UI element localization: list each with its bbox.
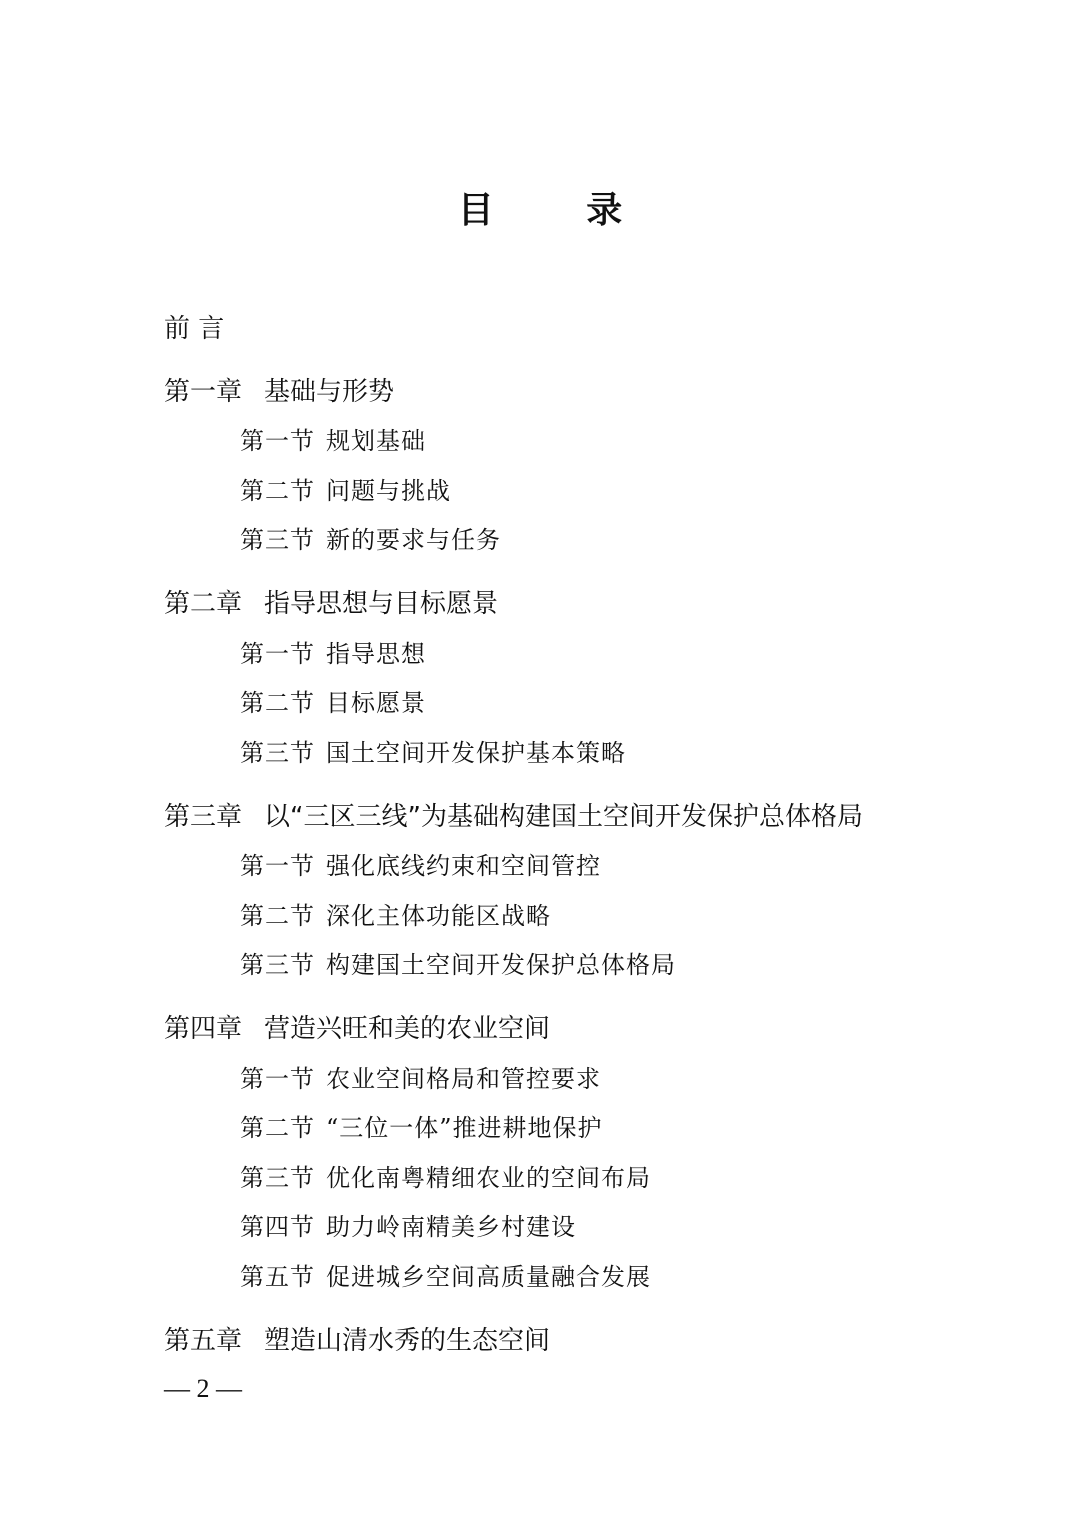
section-number: 第二节 — [240, 477, 315, 505]
toc-chapter-1[interactable] — [164, 375, 394, 409]
section-title: 国土空间开发保护基本策略 — [326, 739, 626, 767]
chapter-title: 指导思想与目标愿景 — [264, 589, 499, 619]
section-title: 强化底线约束和空间管控 — [326, 852, 601, 880]
toc-section-3-3[interactable] — [240, 948, 676, 982]
toc-section-3-1[interactable] — [240, 849, 601, 883]
section-number: 第一节 — [240, 852, 315, 880]
chapter-title: 基础与形势 — [264, 377, 395, 407]
section-number: 第一节 — [240, 427, 315, 455]
section-title: 问题与挑战 — [326, 477, 451, 505]
toc-section-4-5[interactable] — [240, 1260, 651, 1294]
page-number: — 2 — — [164, 1374, 242, 1403]
section-title: 指导思想 — [326, 640, 426, 668]
section-number: 第五节 — [240, 1263, 315, 1291]
toc-chapter-2[interactable] — [164, 587, 498, 621]
section-title: 目标愿景 — [326, 689, 426, 717]
section-number: 第三节 — [240, 1164, 315, 1192]
section-title: 构建国土空间开发保护总体格局 — [326, 951, 676, 979]
toc-section-2-3[interactable] — [240, 736, 626, 770]
toc-section-3-2[interactable] — [240, 899, 551, 933]
toc-section-1-3[interactable] — [240, 523, 501, 557]
section-number: 第二节 — [240, 902, 315, 930]
section-number: 第三节 — [240, 739, 315, 767]
chapter-number: 第四章 — [164, 1014, 243, 1044]
chapter-number: 第二章 — [164, 589, 243, 619]
section-title: 深化主体功能区战略 — [326, 902, 551, 930]
toc-section-1-1[interactable] — [240, 424, 426, 458]
toc-chapter-5[interactable] — [164, 1324, 550, 1358]
toc-section-4-4[interactable] — [240, 1210, 576, 1244]
section-title: 促进城乡空间高质量融合发展 — [326, 1263, 651, 1291]
toc-chapter-4[interactable] — [164, 1012, 550, 1046]
toc-section-4-2[interactable] — [240, 1111, 603, 1145]
toc-section-2-1[interactable] — [240, 637, 426, 671]
toc-section-2-2[interactable] — [240, 686, 426, 720]
chapter-title: 营造兴旺和美的农业空间 — [264, 1014, 551, 1044]
section-number: 第二节 — [240, 689, 315, 717]
section-number: 第二节 — [240, 1114, 315, 1142]
chapter-number: 第一章 — [164, 377, 243, 407]
section-title: 规划基础 — [326, 427, 426, 455]
chapter-title: 塑造山清水秀的生态空间 — [264, 1326, 551, 1356]
toc-section-4-1[interactable] — [240, 1062, 601, 1096]
toc-chapter-3[interactable] — [164, 800, 863, 834]
section-title: 农业空间格局和管控要求 — [326, 1065, 601, 1093]
toc-section-1-2[interactable] — [240, 474, 451, 508]
section-title: 新的要求与任务 — [326, 526, 501, 554]
chapter-title: 以“三区三线”为基础构建国土空间开发保护总体格局 — [264, 802, 863, 832]
chapter-number: 第三章 — [164, 802, 243, 832]
section-number: 第一节 — [240, 640, 315, 668]
section-number: 第三节 — [240, 526, 315, 554]
chapter-number: 第五章 — [164, 1326, 243, 1356]
toc-preface[interactable]: 前 言 — [164, 314, 225, 344]
toc-section-4-3[interactable] — [240, 1161, 651, 1195]
section-number: 第三节 — [240, 951, 315, 979]
section-title: 优化南粤精细农业的空间布局 — [326, 1164, 651, 1192]
page-title: 目 录 — [457, 189, 663, 231]
section-title: 助力岭南精美乡村建设 — [326, 1213, 576, 1241]
section-number: 第一节 — [240, 1065, 315, 1093]
section-number: 第四节 — [240, 1213, 315, 1241]
section-title: “三位一体”推进耕地保护 — [326, 1114, 603, 1142]
